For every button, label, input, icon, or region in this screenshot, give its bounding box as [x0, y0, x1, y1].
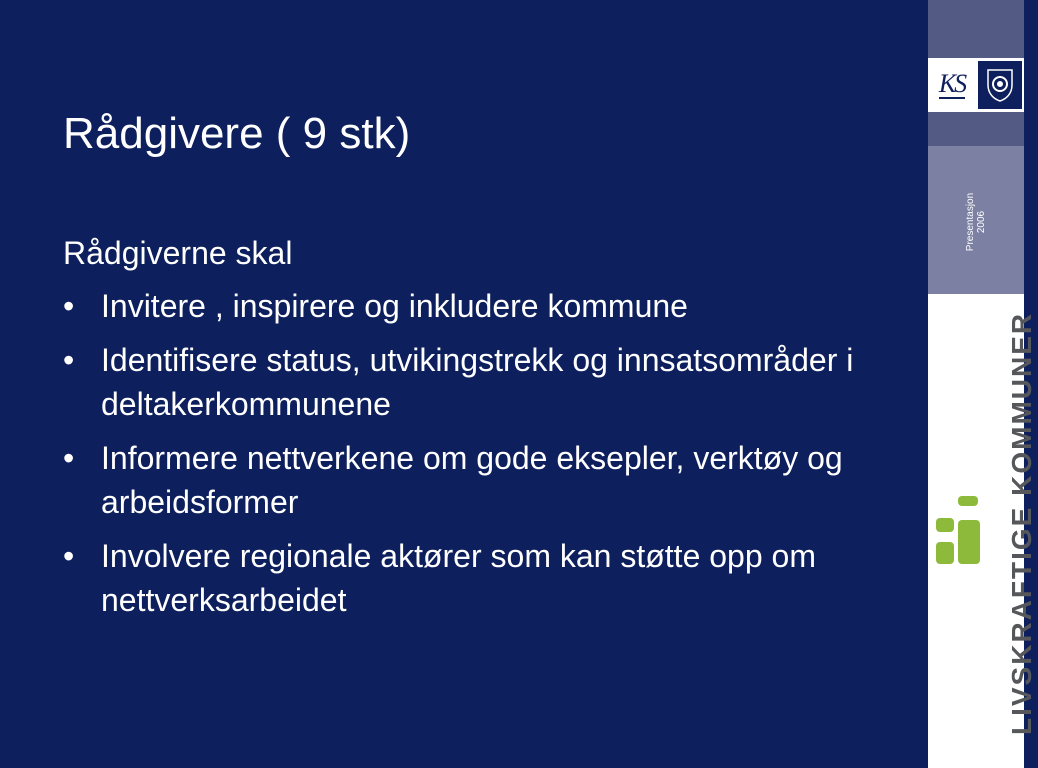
bullet-item [63, 338, 913, 426]
presentation-label [965, 147, 987, 297]
ks-logo-text: KS [938, 69, 966, 98]
bullet-dot: • [63, 288, 75, 324]
brand-figures-icon [934, 492, 988, 568]
sidebar-mid-band [928, 112, 1024, 146]
sidebar-top-band [928, 0, 1024, 58]
bullet-text: Informere nettverkene om gode eksepler, verktøy og arbeidsformer [101, 440, 843, 520]
intro-text: Rådgiverne skal [63, 235, 293, 271]
logo-band [928, 58, 1024, 112]
bullet-item [63, 534, 913, 622]
brand-label: LIVSKRAFTIGE KOMMUNER [1006, 311, 1037, 735]
bullet-text: Identifisere status, utvikingstrekk og innsatsområder i deltakerkommunene [101, 342, 854, 422]
presentation-text: Presentasjon [965, 192, 976, 252]
bullet-text: Involvere regionale aktører som kan støtte opp om nettverksarbeidet [101, 538, 816, 618]
presentation-year: 2006 [976, 210, 987, 234]
slide-content [63, 232, 913, 632]
bullet-dot: • [63, 440, 75, 476]
crest-icon [978, 61, 1022, 109]
bullet-item [63, 284, 913, 328]
bullet-item [63, 436, 913, 524]
bullet-dot: • [63, 342, 75, 378]
ks-logo [930, 61, 974, 109]
bullet-list [63, 284, 913, 622]
slide-title: Rådgivere ( 9 stk) [63, 109, 411, 158]
bullet-dot: • [63, 538, 75, 574]
sidebar [928, 0, 1037, 768]
bullet-text: Invitere , inspirere og inkludere kommune [101, 288, 688, 324]
